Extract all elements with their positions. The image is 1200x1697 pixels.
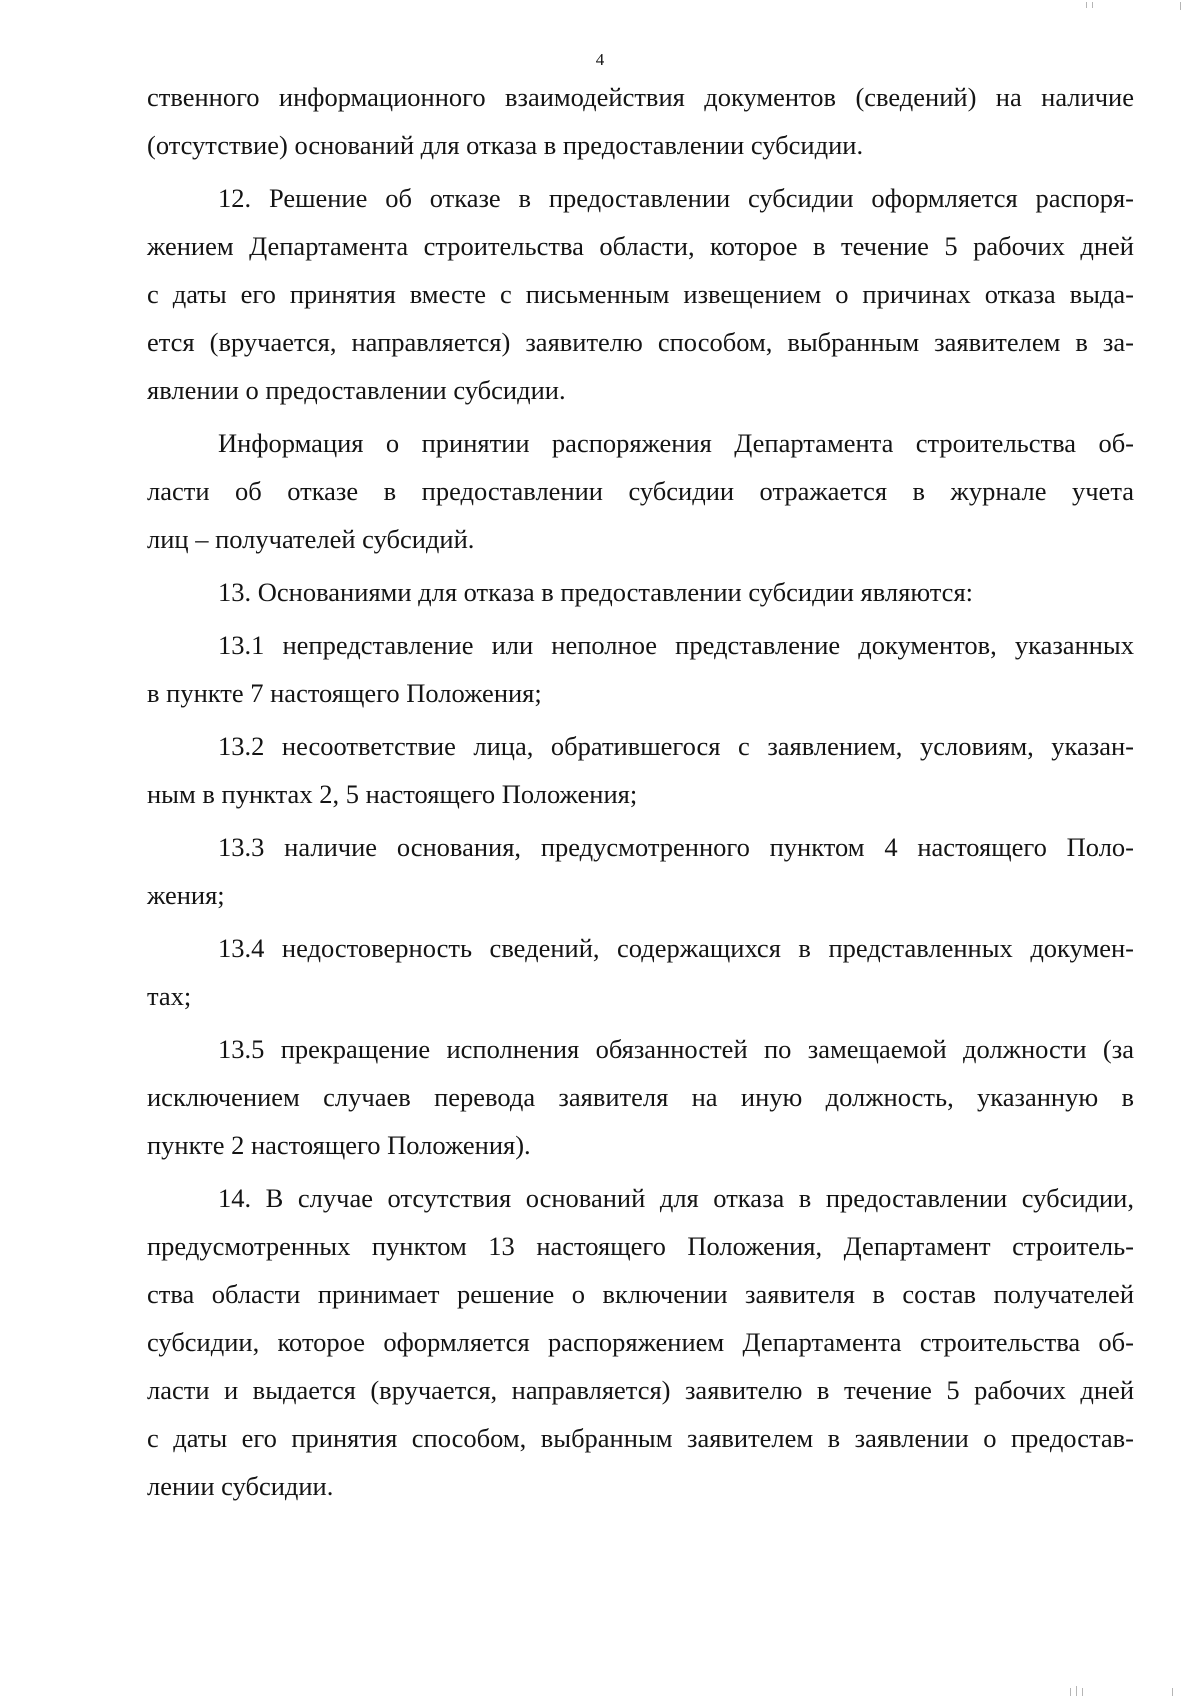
- paragraph-line: 13.1 непредставление или неполное представление документов, указанных: [218, 630, 1134, 660]
- paragraph-line: 13.5 прекращение исполнения обязанностей по замещаемой должности (за: [218, 1034, 1134, 1064]
- paragraph-line: 12. Решение об отказе в предоставлении субсидии оформляется распоря-: [218, 183, 1134, 213]
- paragraph-information: [147, 419, 1134, 563]
- paragraph-line: субсидии, которое оформляется распоряжением Департамента строительства об-: [147, 1327, 1134, 1357]
- paragraph-line: ется (вручается, направляется) заявителю способом, выбранным заявителем в за-: [147, 327, 1134, 357]
- scan-artifact: [1086, 2, 1087, 8]
- paragraph-line: 13.4 недостоверность сведений, содержащихся в представленных докумен-: [218, 933, 1134, 963]
- paragraph-line: предусмотренных пунктом 13 настоящего Положения, Департамент строитель-: [147, 1231, 1134, 1261]
- document-body: [147, 73, 1134, 1510]
- paragraph-13-3: [147, 823, 1134, 919]
- paragraph-13: [147, 568, 1134, 616]
- paragraph-line: пункте 2 настоящего Положения).: [147, 1130, 531, 1160]
- paragraph-line: ства области принимает решение о включении заявителя в состав получателей: [147, 1279, 1134, 1309]
- paragraph-line: ным в пунктах 2, 5 настоящего Положения;: [147, 779, 638, 809]
- paragraph-line: ласти об отказе в предоставлении субсидии отражается в журнале учета: [147, 476, 1134, 506]
- paragraph-line: жения;: [147, 880, 225, 910]
- paragraph-line: исключением случаев перевода заявителя на иную должность, указанную в: [147, 1082, 1134, 1112]
- paragraph-13-1: [147, 621, 1134, 717]
- scan-artifact: [1070, 1688, 1071, 1696]
- scan-artifact: [1082, 1688, 1083, 1696]
- paragraph-13-2: [147, 722, 1134, 818]
- paragraph-13-5: [147, 1025, 1134, 1169]
- paragraph-line: 14. В случае отсутствия оснований для отказа в предоставлении субсидии,: [218, 1183, 1134, 1213]
- page-number: 4: [595, 50, 605, 69]
- paragraph-continuation: [147, 73, 1134, 169]
- scan-artifact: [1180, 2, 1181, 10]
- paragraph-line: с даты его принятия вместе с письменным извещением о причинах отказа выда-: [147, 279, 1134, 309]
- paragraph-line: в пункте 7 настоящего Положения;: [147, 678, 542, 708]
- paragraph-line: лении субсидии.: [147, 1471, 334, 1501]
- paragraph-13-4: [147, 924, 1134, 1020]
- paragraph-line: ласти и выдается (вручается, направляется) заявителю в течение 5 рабочих дней: [147, 1375, 1134, 1405]
- paragraph-line: Информация о принятии распоряжения Департамента строительства об-: [218, 428, 1134, 458]
- paragraph-12: [147, 174, 1134, 414]
- paragraph-line: 13.3 наличие основания, предусмотренного пунктом 4 настоящего Поло-: [218, 832, 1134, 862]
- paragraph-14: [147, 1174, 1134, 1510]
- scan-artifact: [1092, 2, 1093, 8]
- paragraph-line: явлении о предоставлении субсидии.: [147, 375, 566, 405]
- paragraph-line: лиц – получателей субсидий.: [147, 524, 475, 554]
- scan-artifact: [1076, 1686, 1077, 1696]
- paragraph-line: ственного информационного взаимодействия документов (сведений) на наличие: [147, 82, 1134, 112]
- paragraph-line: с даты его принятия способом, выбранным заявителем в заявлении о предостав-: [147, 1423, 1134, 1453]
- scan-artifact: [1172, 1688, 1173, 1696]
- paragraph-line: 13.2 несоответствие лица, обратившегося с заявлением, условиям, указан-: [218, 731, 1134, 761]
- paragraph-line: жением Департамента строительства области, которое в течение 5 рабочих дней: [147, 231, 1134, 261]
- paragraph-line: тах;: [147, 981, 192, 1011]
- paragraph-line: 13. Основаниями для отказа в предоставлении субсидии являются:: [218, 577, 973, 607]
- paragraph-line: (отсутствие) оснований для отказа в предоставлении субсидии.: [147, 130, 864, 160]
